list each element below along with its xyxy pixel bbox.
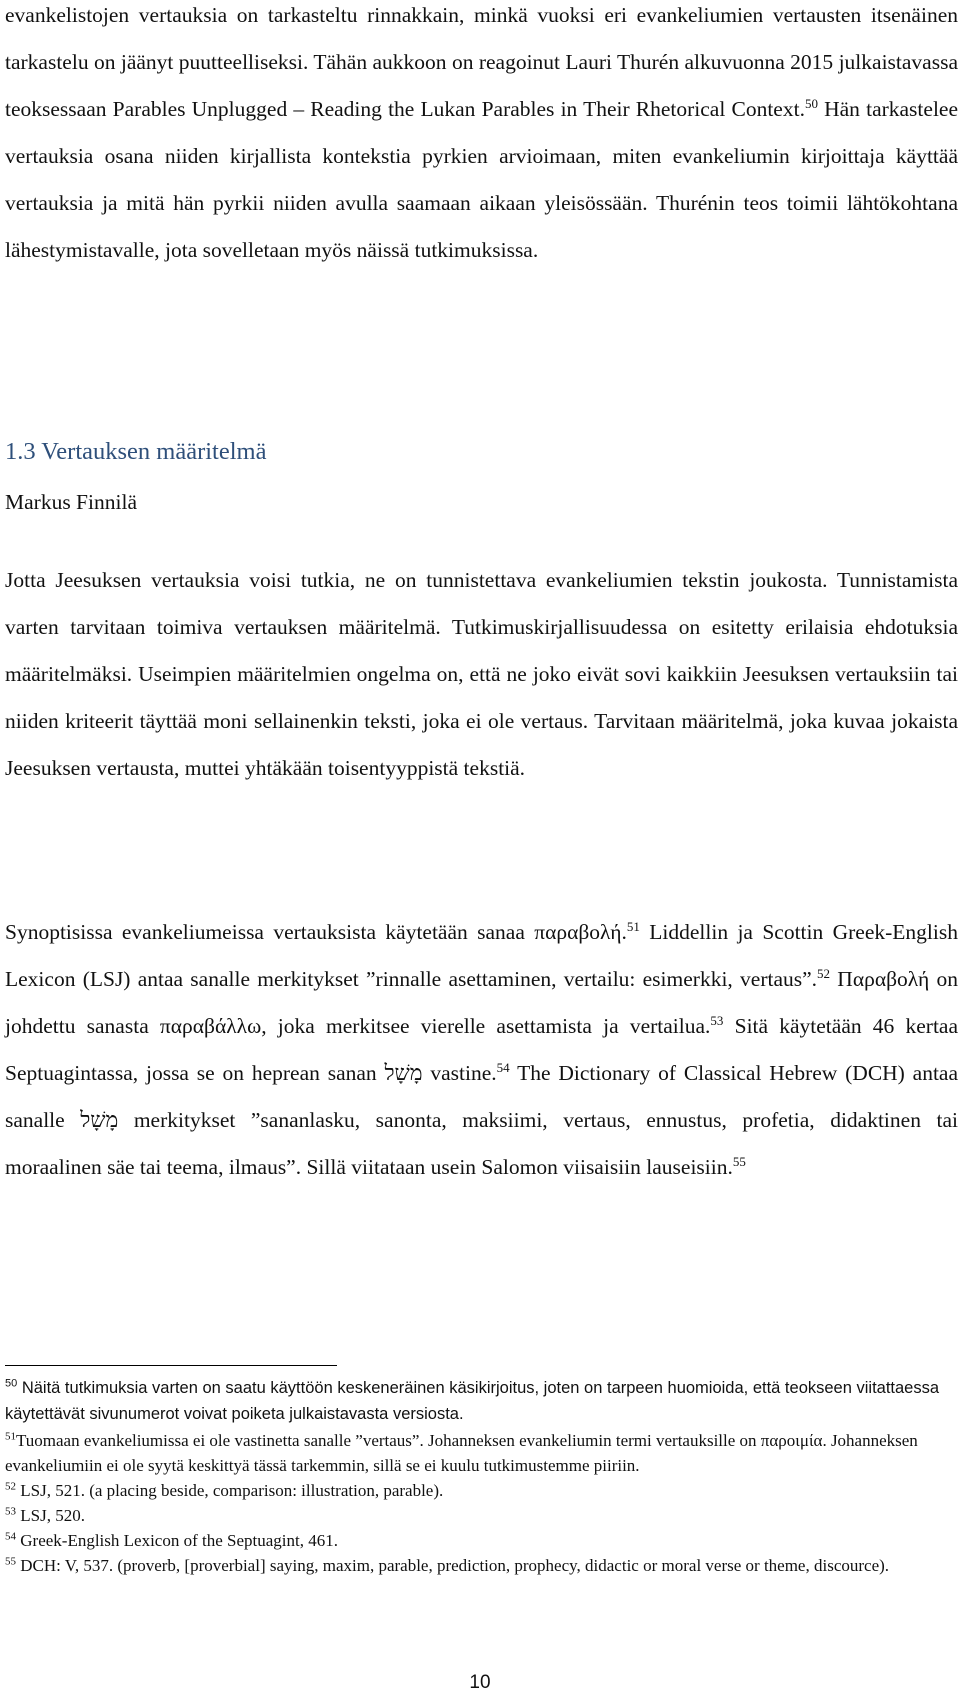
- footnote-52-number: 52: [5, 1480, 16, 1493]
- footnote-ref-54[interactable]: 54: [496, 1059, 510, 1075]
- paragraph-3-sentence-1: Synoptisissa evankeliumeissa vertauksista käytetään sanaa παραβολή.: [5, 920, 627, 944]
- paragraph-3-sentence-4: Sitä käytetään 46 kertaa Septuagintassa, jossa se on heprean sanan מָשָׁל vastine.: [5, 1014, 958, 1085]
- paragraph-3: [5, 909, 958, 1191]
- footnote-54-text: Greek-English Lexicon of the Septuagint, 461.: [16, 1531, 338, 1550]
- footnote-50: [5, 1375, 955, 1427]
- footnote-53-text: LSJ, 520.: [16, 1506, 85, 1525]
- footnote-55-number: 55: [5, 1555, 16, 1568]
- footnote-ref-52[interactable]: 52: [817, 965, 831, 981]
- footnote-52-text: LSJ, 521. (a placing beside, comparison: illustration, parable).: [16, 1481, 444, 1500]
- paragraph-1-text-a: evankelistojen vertauksia on tarkasteltu rinnakkain, minkä vuoksi eri evankeliumien vertausten itsenäinen tarkastelu on jäänyt puutteelliseksi. Tähän aukkoon on reagoinut Lauri Thurén alkuvuonna 2015 julkaistavassa teoksessaan Parables Unplugged – Reading the Lukan Parables in Their Rhetorical Context.: [5, 3, 958, 121]
- footnote-51-text: Tuomaan evankeliumissa ei ole vastinetta sanalle ”vertaus”. Johanneksen evankeliumin termi vertauksille on παροιμία. Johanneksen evankeliumiin ei ole syytä keskittyä tässä tarkemmin, sillä se ei kuulu tutkimustemme piiriin.: [5, 1431, 918, 1475]
- section-heading: 1.3 Vertauksen määritelmä: [5, 438, 267, 465]
- paragraph-2: Jotta Jeesuksen vertauksia voisi tutkia, ne on tunnistettava evankeliumien tekstin joukosta. Tunnistamista varten tarvitaan toimiva vertauksen määritelmä. Tutkimuskirjallisuudessa on esitetty erilaisia ehdotuksia määritelmäksi. Useimpien määritelmien ongelma on, että ne joko eivät sovi kaikkiin Jeesuksen vertauksiin tai niiden kriteerit täyttää moni sellainenkin teksti, joka ei ole vertaus. Tarvitaan määritelmä, joka kuvaa jokaista Jeesuksen vertausta, muttei yhtäkään toisentyyppistä tekstiä.: [5, 568, 958, 780]
- footnote-ref-55[interactable]: 55: [732, 1153, 746, 1169]
- footnote-52: [5, 1478, 955, 1503]
- page-number: 10: [469, 1672, 491, 1693]
- footnote-separator: [5, 1365, 337, 1366]
- paragraph-1-text-b: Hän tarkastelee vertauksia osana niiden kirjallista kontekstia pyrkien arvioimaan, miten evankeliumin kirjoittaja käyttää vertauksia ja mitä hän pyrkii niiden avulla saamaan aikaan yleisössään. Thurénin teos toimii lähtökohtana lähestymistavalle, jota sovelletaan myös näissä tutkimuksissa.: [5, 97, 959, 262]
- footnote-50-number: 50: [5, 1377, 18, 1390]
- paragraph-3-sentence-5: The Dictionary of Classical Hebrew (DCH) antaa sanalle מָשָׁל merkitykset ”sananlasku, sanonta, maksiimi, vertaus, ennustus, profetia, didaktinen tai moraalinen säe tai teema, ilmaus”. Sillä viitataan usein Salomon viisaisiin lauseisiin.: [5, 1061, 959, 1179]
- footnote-53: [5, 1503, 955, 1528]
- footnote-ref-50[interactable]: 50: [804, 95, 818, 111]
- section-author: Markus Finnilä: [5, 490, 137, 514]
- footnotes: [5, 1375, 955, 1578]
- footnote-55-text: DCH: V, 537. (proverb, [proverbial] saying, maxim, parable, prediction, prophecy, didactic or moral verse or theme, discource).: [16, 1556, 890, 1575]
- paragraph-3-sentence-2: Liddellin ja Scottin Greek-English Lexicon (LSJ) antaa sanalle merkitykset ”rinnalle asettaminen, vertailu: esimerkki, vertaus”.: [5, 920, 958, 991]
- footnote-54: [5, 1528, 955, 1553]
- footnote-ref-53[interactable]: 53: [710, 1012, 724, 1028]
- footnote-51-number: 51: [5, 1430, 16, 1443]
- footnote-54-number: 54: [5, 1530, 16, 1543]
- footnote-51: [5, 1428, 955, 1478]
- paragraph-3-sentence-3: Παραβολή on johdettu sanasta παραβάλλω, joka merkitsee vierelle asettamista ja vertailua.: [5, 967, 958, 1038]
- footnote-55: [5, 1553, 955, 1578]
- footnote-ref-51[interactable]: 51: [626, 918, 640, 934]
- paragraph-1: [5, 0, 958, 274]
- footnote-53-number: 53: [5, 1505, 16, 1518]
- footnote-50-text: Näitä tutkimuksia varten on saatu käyttöön keskeneräinen käsikirjoitus, joten on tarpeen huomioida, että teokseen viitattaessa käytettävät sivunumerot voivat poiketa julkaistavasta versiosta.: [5, 1379, 940, 1423]
